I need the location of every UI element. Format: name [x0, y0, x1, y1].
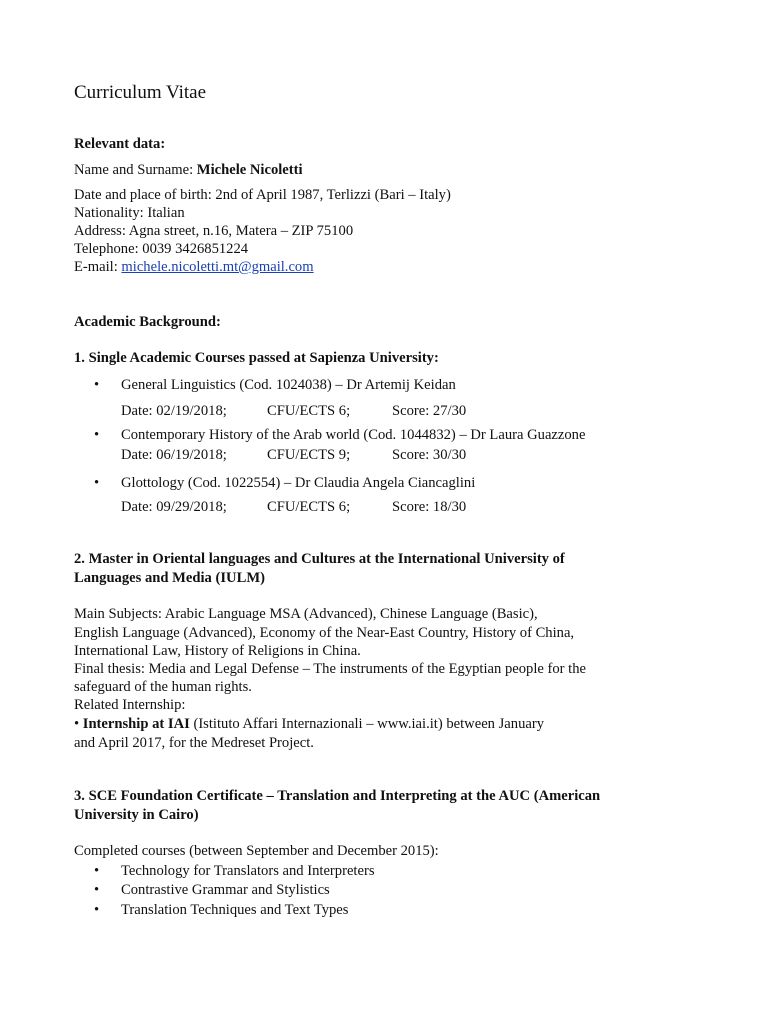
internship-title: Internship at IAI: [82, 716, 190, 732]
bullet-icon: •: [94, 475, 100, 491]
course-cfu: CFU/ECTS 9;: [267, 447, 351, 463]
page-title: Curriculum Vitae: [74, 82, 207, 103]
list-item: Translation Techniques and Text Types: [121, 902, 349, 918]
course-date: Date: 06/19/2018;: [121, 447, 227, 463]
birth-line: Date and place of birth: 2nd of April 1987, Terlizzi (Bari – Italy): [74, 187, 451, 203]
address-line: Address: Agna street, n.16, Matera – ZIP 75100: [74, 223, 354, 239]
course-date: Date: 02/19/2018;: [121, 403, 227, 419]
internship-detail: (Istituto Affari Internazionali – www.iai.it) between January: [189, 716, 545, 732]
telephone-line: Telephone: 0039 3426851224: [74, 241, 249, 257]
body-line: Related Internship:: [74, 697, 186, 713]
section-2-heading: 2. Master in Oriental languages and Cultures at the International University of: [74, 551, 565, 567]
body-line: International Law, History of Religions in China.: [74, 643, 361, 659]
academic-heading: Academic Background:: [74, 314, 221, 330]
course-name: Glottology (Cod. 1022554) – Dr Claudia Angela Ciancaglini: [121, 475, 476, 491]
section-3-heading-cont: University in Cairo): [74, 807, 199, 823]
email-label: E-mail:: [74, 259, 122, 275]
bullet-icon: •: [94, 882, 100, 898]
body-line: English Language (Advanced), Economy of the Near-East Country, History of China,: [74, 625, 575, 641]
course-score: Score: 27/30: [392, 403, 467, 419]
course-score: Score: 18/30: [392, 499, 467, 515]
bullet-icon: •: [94, 427, 100, 443]
name-label: Name and Surname:: [74, 162, 197, 178]
section-3-intro: Completed courses (between September and December 2015):: [74, 843, 439, 859]
list-item: Contrastive Grammar and Stylistics: [121, 882, 330, 898]
body-line: Main Subjects: Arabic Language MSA (Advanced), Chinese Language (Basic),: [74, 606, 538, 622]
name-value: Michele Nicoletti: [196, 162, 303, 178]
section-1-heading: 1. Single Academic Courses passed at Sapienza University:: [74, 350, 439, 366]
body-line: Final thesis: Media and Legal Defense – The instruments of the Egyptian people for the: [74, 661, 586, 677]
body-line: safeguard of the human rights.: [74, 679, 252, 695]
bullet-icon: •: [94, 377, 100, 393]
course-score: Score: 30/30: [392, 447, 467, 463]
name-line: [74, 161, 303, 179]
email-line: [74, 258, 314, 276]
course-name: Contemporary History of the Arab world (Cod. 1044832) – Dr Laura Guazzone: [121, 427, 586, 443]
list-item: Technology for Translators and Interpreters: [121, 863, 375, 879]
section-2-heading-cont: Languages and Media (IULM): [74, 570, 265, 586]
nationality-line: Nationality: Italian: [74, 205, 185, 221]
bullet-icon: •: [94, 902, 100, 918]
bullet-icon: •: [94, 863, 100, 879]
relevant-data-heading: Relevant data:: [74, 136, 166, 152]
course-cfu: CFU/ECTS 6;: [267, 403, 351, 419]
internship-bullet: •: [74, 716, 83, 732]
internship-line: [74, 715, 544, 733]
course-cfu: CFU/ECTS 6;: [267, 499, 351, 515]
email-link[interactable]: michele.nicoletti.mt@gmail.com: [121, 259, 314, 275]
section-3-heading: 3. SCE Foundation Certificate – Translation and Interpreting at the AUC (American: [74, 788, 601, 804]
course-date: Date: 09/29/2018;: [121, 499, 227, 515]
internship-line-cont: and April 2017, for the Medreset Project.: [74, 735, 314, 751]
course-name: General Linguistics (Cod. 1024038) – Dr Artemij Keidan: [121, 377, 456, 393]
